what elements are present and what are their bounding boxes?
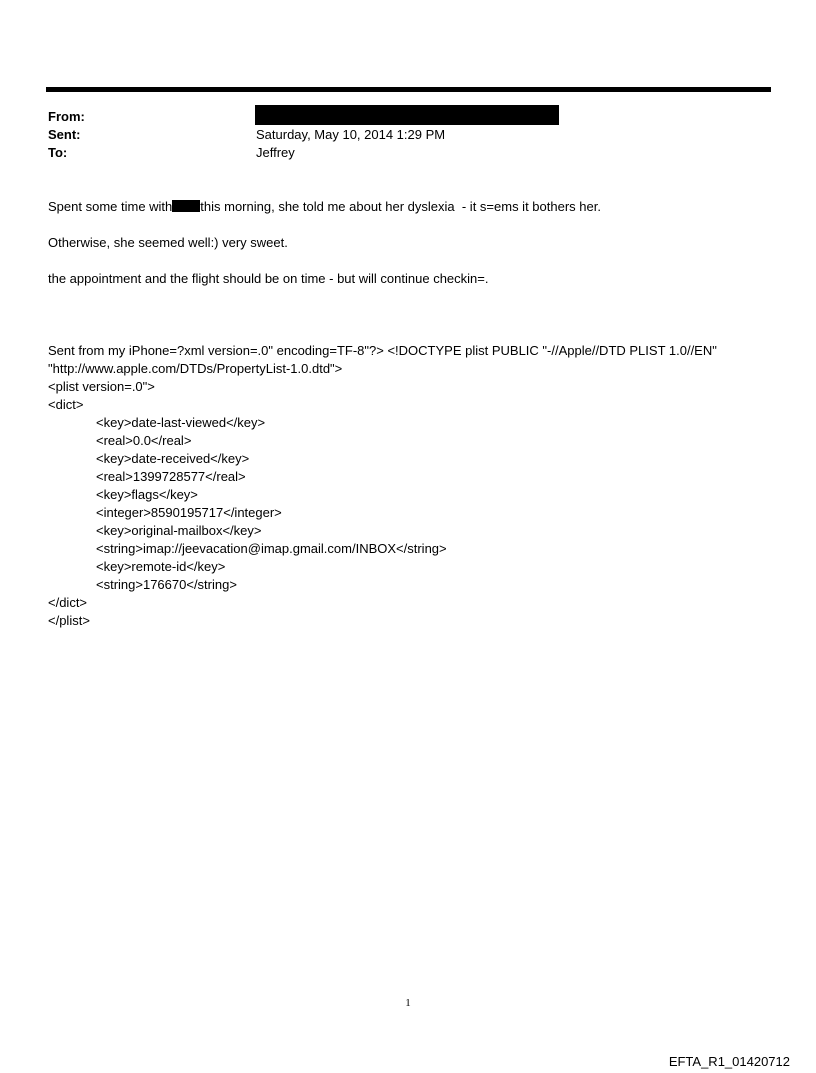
plist-entry: <integer>8590195717</integer> — [96, 505, 282, 520]
plist-entry: <key>remote-id</key> — [96, 559, 226, 574]
to-value: Jeffrey — [256, 145, 295, 160]
sent-value: Saturday, May 10, 2014 1:29 PM — [256, 127, 446, 142]
to-label: To: — [48, 145, 68, 160]
plist-open: <plist version=.0"> — [48, 379, 155, 394]
plist-entry: <key>original-mailbox</key> — [96, 523, 262, 538]
sent-label: Sent: — [48, 127, 81, 142]
redacted-sender — [255, 105, 559, 125]
plist-entry: <real>1399728577</real> — [96, 469, 246, 484]
header-rule — [46, 87, 771, 92]
body-line-4: Sent from my iPhone=?xml version=.0" encoding=TF-8"?> <!DOCTYPE plist PUBLIC "-//Apple//DTD PLIST 1.0//EN" — [48, 343, 717, 358]
plist-close: </plist> — [48, 613, 90, 628]
dict-close: </dict> — [48, 595, 88, 610]
plist-entry: <key>date-last-viewed</key> — [96, 415, 266, 430]
bates-number: EFTA_R1_01420712 — [668, 1054, 790, 1069]
body-line-1 — [48, 199, 601, 215]
dict-open: <dict> — [48, 397, 84, 412]
plist-entry: <key>flags</key> — [96, 487, 198, 502]
plist-entry: <string>176670</string> — [96, 577, 237, 592]
redacted-name — [172, 200, 200, 212]
page-number: 1 — [405, 997, 411, 1009]
body-line-5: "http://www.apple.com/DTDs/PropertyList-1.0.dtd"> — [48, 361, 343, 376]
plist-entry: <key>date-received</key> — [96, 451, 250, 466]
body-line-3: the appointment and the flight should be on time - but will continue checkin=. — [48, 271, 489, 286]
plist-entry: <string>imap://jeevacation@imap.gmail.com/INBOX</string> — [96, 541, 447, 556]
plist-entry: <real>0.0</real> — [96, 433, 192, 448]
body-line-1-start: Spent some time with — [48, 199, 173, 214]
body-line-2: Otherwise, she seemed well:) very sweet. — [48, 235, 288, 250]
from-label: From: — [48, 109, 85, 124]
body-line-1-end: this morning, she told me about her dyslexia - it s=ems it bothers her. — [200, 199, 601, 214]
